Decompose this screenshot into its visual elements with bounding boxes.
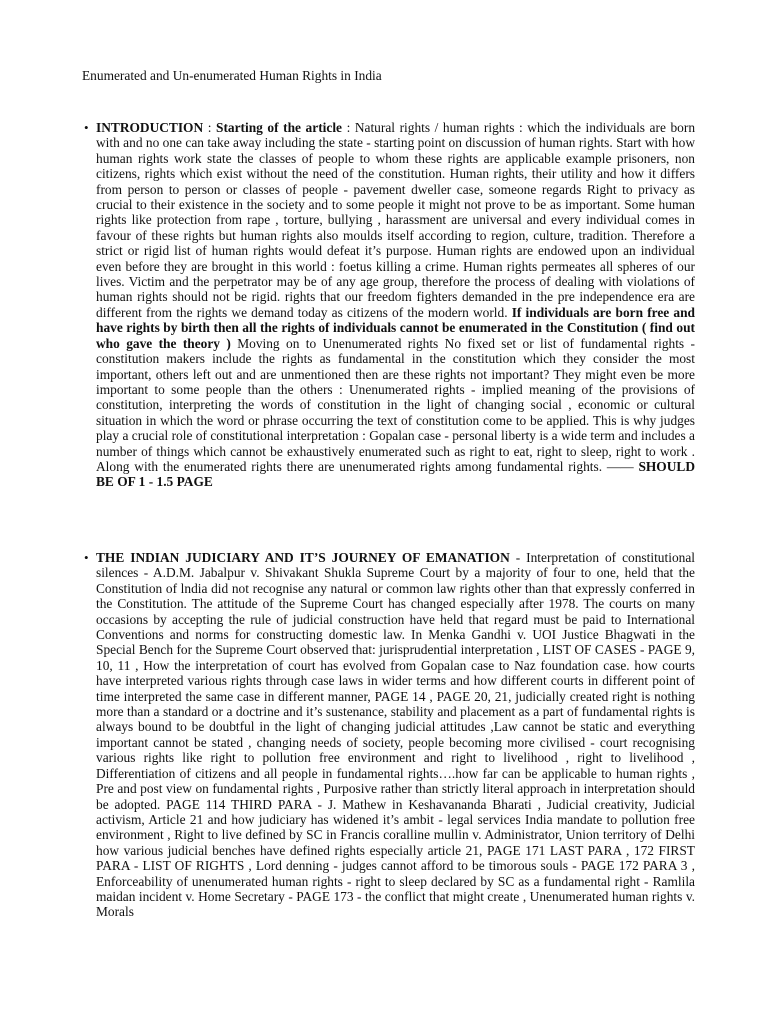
section-introduction	[84, 120, 696, 490]
section-body: - Interpretation of constitutional silences - A.D.M. Jabalpur v. Shivakant Shukla Supreme Court by a majority of four to one, held that the Constitution of lndia did not recognise any natural or common law rights other than that expressly conferred in the Constitution. The attitude of the Supreme Court has changed especially after 1978. The courts on many occasions by accepting the rule of judicial construction have held that regard must be paid to International Conventions and norms for constructing domestic law. In Menka Gandhi v. UOI Justice Bhagwati in the Special Bench for the Supreme Court observed that: jurisprudential interpretation , LIST OF CASES - PAGE 9, 10, 11 , How the interpretation of court has evolved from Gopalan case to Naz foundation case. how courts have interpreted various rights through case laws in wider terms and how different courts in different point of time interpreted the same case in different manner, PAGE 14 , PAGE 20, 21, judicially created right is nothing more than a standard or a doctrine and it’s sustenance, stability and placement as a part of fundamental rights is always bound to be doubtful in the light of changing judicial attitudes ,Law cannot be static and everything important cannot be stated , changing needs of society, people becoming more civilised - court recognising various rights like right to pollution free environment and right to livelihood , right to livelihood , Differentiation of citizens and all people in fundamental rights….how far can be applicable to human rights , Pre and post view on fundamental rights , Purposive rather than strictly literal approach in interpretation should be adopted. PAGE 114 THIRD PARA - J. Mathew in Keshavananda Bharati , Judicial creativity, Judicial activism, Article 21 and how judiciary has widened it’s ambit - legal services India mandate to pollution free environment , Right to live defined by SC in Francis coralline mullin v. Administrator, Union territory of Delhi how various judicial benches have defined rights especially article 21, PAGE 171 LAST PARA , 172 FIRST PARA - LIST OF RIGHTS , Lord denning - judges cannot afford to be timorous souls - PAGE 172 PARA 3 , Enforceability of unenumerated human rights - right to sleep declared by SC as a fundamental right - Ramlila maidan incident v. Home Secretary - PAGE 173 - the conflict that might create , Unenumerated human rights v. Morals	[96, 550, 695, 920]
bullet-icon: •	[84, 120, 89, 135]
section-indian-judiciary	[84, 550, 695, 920]
bullet-icon: •	[84, 550, 89, 565]
page-length-note: SHOULD BE OF 1 - 1.5 PAGE	[96, 458, 695, 490]
document-title: Enumerated and Un-enumerated Human Rights in India	[82, 68, 382, 83]
section-heading: INTRODUCTION	[96, 120, 204, 135]
section-heading: THE INDIAN JUDICIARY AND IT’S JOURNEY OF EMANATION	[96, 550, 510, 565]
heading-separator: :	[203, 120, 216, 135]
section-subheading: Starting of the article	[216, 120, 342, 135]
bold-statement: If individuals are born free and have rights by birth then all the rights of individuals cannot be enumerated in the Constitution ( find out who gave the theory )	[96, 304, 695, 351]
section-body: : Natural rights / human rights : which the individuals are born with and no one can take away including the state - starting point on discussion of human rights. Start with how human rights work state the classes of people to whom these rights are applicable example prisoners, non citizens, rights which exist without the need of the constitution. Human rights, their utility and how it differs from person to person or classes of people - pavement dweller case, someone regards Right to privacy as crucial to their existence in the society and to some people it might not prove to be as important. Some human rights like protection from rape , torture, bullying , harassment are universal and every individual comes in favour of these rights but human rights also moulds itself according to region, culture, tradition. Therefore a strict or rigid list of human rights would defeat it’s purpose. Human rights are endowed upon an individual even before they are brought in this world : foetus killing a crime. Human rights permeates all spheres of our lives. Victim and the perpetrator may be of any age group, therefore the process of dealing with violations of human rights should not be rigid. rights that our freedom fighters demanded in the pre independence era are different from the rights we demand today as citizens of the modern world.	[96, 120, 696, 320]
section-body-continued: Moving on to Unenumerated rights No fixed set or list of fundamental rights - constitution makers include the rights as fundamental in the constitution which they consider the most important, others left out and are unmentioned then are these rights not important? They might even be more important to some people than the others : Unenumerated rights - implied meaning of the provisions of constitution, interpreting the words of constitution in the light of changing social , economic or cultural situation in which the word or phrase occurring the text of constitution come to be applied. This is why judges play a crucial role of constitutional interpretation : Gopalan case - personal liberty is a wide term and includes a number of things which cannot be exhaustively enumerated such as right to eat, right to sleep, right to work . Along with the enumerated rights there are unenumerated rights among fundamental rights. ——	[96, 335, 695, 474]
